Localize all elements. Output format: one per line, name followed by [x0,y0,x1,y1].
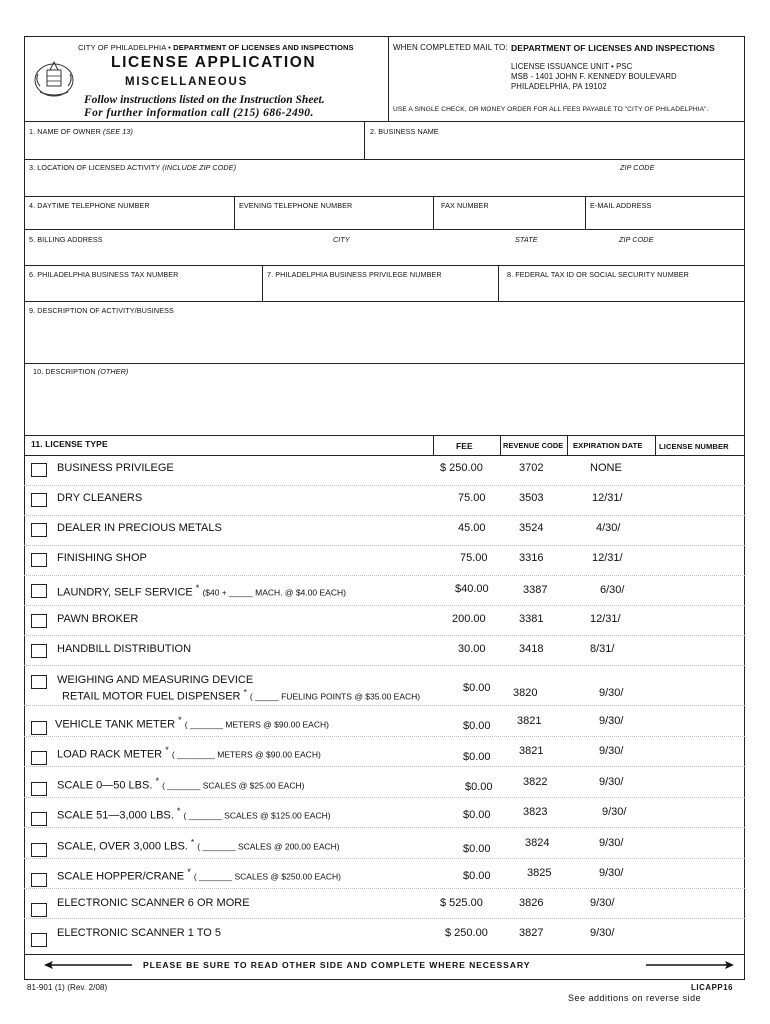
rule [24,229,745,230]
location-field[interactable] [24,173,744,195]
day-phone-label: 4. DAYTIME TELEPHONE NUMBER [29,201,150,210]
row-separator [24,605,745,606]
revenue-code: 3820 [513,687,538,699]
fee-value: $ 250.00 [445,927,488,939]
location-zip-label: ZIP CODE [620,163,655,172]
form-subtitle: MISCELLANEOUS [125,76,249,88]
col-revenue-code: REVENUE CODE [503,441,564,450]
license-type-label: WEIGHING AND MEASURING DEVICE [57,674,254,686]
privilege-number-field[interactable] [263,280,498,300]
rule [364,121,365,159]
license-type-label: SCALE 0—50 LBS. * ( _______ SCALES @ $25.00 EACH) [57,776,305,792]
checkbox-pawn-broker[interactable] [31,614,47,628]
expiration-date: 9/30/ [590,897,615,909]
license-type-label: SCALE, OVER 3,000 LBS. * ( _______ SCALES @ 200.00 EACH) [57,837,340,853]
revenue-code: 3381 [519,613,544,625]
checkbox-dry-cleaners[interactable] [31,493,47,507]
license-type-label: FINISHING SHOP [57,552,147,564]
expiration-date: 9/30/ [599,715,624,727]
revenue-code: 3503 [519,492,544,504]
rule [567,435,568,455]
revenue-code: 3821 [517,715,542,727]
fee-value: 75.00 [458,492,486,504]
fee-value: $0.00 [463,843,491,855]
expiration-date: 9/30/ [590,927,615,939]
location-label: 3. LOCATION OF LICENSED ACTIVITY (INCLUDE ZIP CODE) [29,163,237,172]
checkbox-handbill-distribution[interactable] [31,644,47,658]
row-separator [24,766,745,767]
evening-phone-label: EVENING TELEPHONE NUMBER [239,201,353,210]
billing-zip-label: ZIP CODE [619,235,654,244]
rule [24,196,745,197]
activity-description-label: 9. DESCRIPTION OF ACTIVITY/BUSINESS [29,306,174,315]
expiration-date: 12/31/ [592,492,623,504]
mail-to-label: WHEN COMPLETED MAIL TO: [393,43,508,52]
row-separator [24,918,745,919]
checkbox-load-rack-meter[interactable] [31,751,47,765]
evening-phone-field[interactable] [235,210,433,228]
please-read-notice: PLEASE BE SURE TO READ OTHER SIDE AND COMPLETE WHERE NECESSARY [143,960,531,970]
col-license-type: 11. LICENSE TYPE [31,439,108,449]
license-type-label: VEHICLE TANK METER * ( _______ METERS @ $90.00 EACH) [55,715,329,731]
activity-description-field[interactable] [24,316,744,362]
expiration-date: 12/31/ [592,552,623,564]
billing-address-label: 5. BILLING ADDRESS [29,235,103,244]
business-name-field[interactable] [366,137,744,157]
fee-value: $0.00 [463,870,491,882]
checkbox-business-privilege[interactable] [31,463,47,477]
checkbox-scale-51-3000[interactable] [31,812,47,826]
checkbox-electronic-scanner-6-more[interactable] [31,903,47,917]
row-separator [24,485,745,486]
revenue-code: 3826 [519,897,544,909]
license-type-label: SCALE 51—3,000 LBS. * ( _______ SCALES @ $125.00 EACH) [57,806,331,822]
rule [24,455,745,456]
license-type-label: BUSINESS PRIVILEGE [57,462,174,474]
arrow-left-icon [44,960,134,970]
city-seal-icon [32,56,76,100]
revenue-code: 3821 [519,745,544,757]
fee-value: 45.00 [458,522,486,534]
expiration-date: 9/30/ [599,745,624,757]
row-separator [24,736,745,737]
owner-name-field[interactable] [24,137,364,157]
email-field[interactable] [586,210,744,228]
mail-dept: DEPARTMENT OF LICENSES AND INSPECTIONS [511,43,715,53]
fee-value: $0.00 [463,809,491,821]
license-type-label: ELECTRONIC SCANNER 6 OR MORE [57,897,250,909]
header-city-dept: CITY OF PHILADELPHIA • DEPARTMENT OF LICENSES AND INSPECTIONS [78,43,354,52]
fee-value: $0.00 [463,682,491,694]
other-description-label: 10. DESCRIPTION (OTHER) [33,367,129,376]
checkbox-electronic-scanner-1-5[interactable] [31,933,47,947]
fax-field[interactable] [434,210,585,228]
federal-tax-id-field[interactable] [499,280,744,300]
expiration-date: 9/30/ [599,687,624,699]
revenue-code: 3827 [519,927,544,939]
license-type-label: SCALE HOPPER/CRANE * ( _______ SCALES @ $250.00 EACH) [57,867,341,883]
tax-number-field[interactable] [24,280,262,300]
license-type-sublabel: RETAIL MOTOR FUEL DISPENSER * ( _____ FUELING POINTS @ $35.00 EACH) [62,687,421,703]
expiration-date: 4/30/ [596,522,621,534]
revenue-code: 3418 [519,643,544,655]
row-separator [24,888,745,889]
checkbox-vehicle-tank-meter[interactable] [31,721,47,735]
billing-address-field[interactable] [24,244,744,264]
fee-value: $0.00 [463,720,491,732]
check-note: USE A SINGLE CHECK, OR MONEY ORDER FOR ALL FEES PAYABLE TO "CITY OF PHILADELPHIA". [393,106,709,113]
privilege-number-label: 7. PHILADELPHIA BUSINESS PRIVILEGE NUMBER [267,270,442,279]
fee-value: $ 525.00 [440,897,483,909]
expiration-date: 12/31/ [590,613,621,625]
row-separator [24,635,745,636]
header-divider [388,36,389,121]
row-separator [24,858,745,859]
rule [433,435,434,455]
license-type-label: DRY CLEANERS [57,492,143,504]
revenue-code: 3524 [519,522,544,534]
business-name-label: 2. BUSINESS NAME [370,127,439,136]
revenue-code: 3316 [519,552,544,564]
fee-value: 75.00 [460,552,488,564]
revenue-code: 3825 [527,867,552,879]
rule [24,265,745,266]
checkbox-scale-hopper-crane[interactable] [31,873,47,887]
revenue-code: 3824 [525,837,550,849]
checkbox-laundry-self-service[interactable] [31,584,47,598]
col-fee: FEE [456,441,473,451]
fee-value: $0.00 [465,781,493,793]
license-type-label: HANDBILL DISTRIBUTION [57,643,192,655]
col-license-number: LICENSE NUMBER [659,442,729,451]
owner-name-label: 1. NAME OF OWNER (SEE 13) [29,127,133,136]
fee-value: $0.00 [463,751,491,763]
revenue-code: 3822 [523,776,548,788]
row-separator [24,575,745,576]
mail-unit: LICENSE ISSUANCE UNIT • PSC [511,62,633,71]
license-type-label: LOAD RACK METER * ( ________ METERS @ $90.00 EACH) [57,745,321,761]
license-type-label: PAWN BROKER [57,613,139,625]
expiration-date: 9/30/ [599,776,624,788]
expiration-date: 9/30/ [602,806,627,818]
email-label: E-MAIL ADDRESS [590,201,652,210]
billing-city-label: CITY [333,235,350,244]
day-phone-field[interactable] [24,210,234,228]
row-separator [24,545,745,546]
col-expiration-date: EXPIRATION DATE [573,441,643,450]
revenue-code: 3702 [519,462,544,474]
checkbox-finishing-shop[interactable] [31,553,47,567]
revenue-code: 3823 [523,806,548,818]
expiration-date: 8/31/ [590,643,615,655]
arrow-right-icon [644,960,734,970]
row-separator [24,827,745,828]
rule [24,435,745,436]
expiration-date: NONE [590,462,622,474]
billing-state-label: STATE [515,235,538,244]
additions-note: See additions on reverse side [568,993,702,1003]
checkbox-weighing-measuring-device[interactable] [31,675,47,689]
rule [655,435,656,455]
expiration-date: 6/30/ [600,584,625,596]
checkbox-dealer-precious-metals[interactable] [31,523,47,537]
phone-line: For further information call (215) 686-2490. [84,107,314,119]
license-type-label: LAUNDRY, SELF SERVICE * ($40 + _____ MACH. @ $4.00 EACH) [57,583,346,599]
mail-street: MSB - 1401 JOHN F. KENNEDY BOULEVARD [511,72,677,81]
tax-number-label: 6. PHILADELPHIA BUSINESS TAX NUMBER [29,270,179,279]
fee-value: $ 250.00 [440,462,483,474]
mail-city: PHILADELPHIA, PA 19102 [511,82,607,91]
rule [24,121,745,122]
row-separator [24,705,745,706]
form-title: LICENSE APPLICATION [111,54,317,71]
rule [500,435,501,455]
rule [24,301,745,302]
row-separator [24,515,745,516]
fax-label: FAX NUMBER [441,201,489,210]
checkbox-scale-over-3000[interactable] [31,843,47,857]
checkbox-scale-0-50[interactable] [31,782,47,796]
fee-value: $40.00 [455,583,489,595]
form-number: 81-901 (1) (Rev. 2/08) [27,983,108,992]
license-type-label: DEALER IN PRECIOUS METALS [57,522,222,534]
federal-tax-id-label: 8. FEDERAL TAX ID OR SOCIAL SECURITY NUMBER [507,270,689,279]
row-separator [24,797,745,798]
rule [24,363,745,364]
revenue-code: 3387 [523,584,548,596]
expiration-date: 9/30/ [599,867,624,879]
expiration-date: 9/30/ [599,837,624,849]
fee-value: 200.00 [452,613,486,625]
other-description-field[interactable] [24,377,744,434]
rule [24,159,745,160]
instructions-line: Follow instructions listed on the Instruction Sheet. [84,94,325,106]
row-separator [24,665,745,666]
form-code: LICAPP16 [691,983,734,992]
license-type-label: ELECTRONIC SCANNER 1 TO 5 [57,927,222,939]
fee-value: 30.00 [458,643,486,655]
rule [24,954,745,955]
